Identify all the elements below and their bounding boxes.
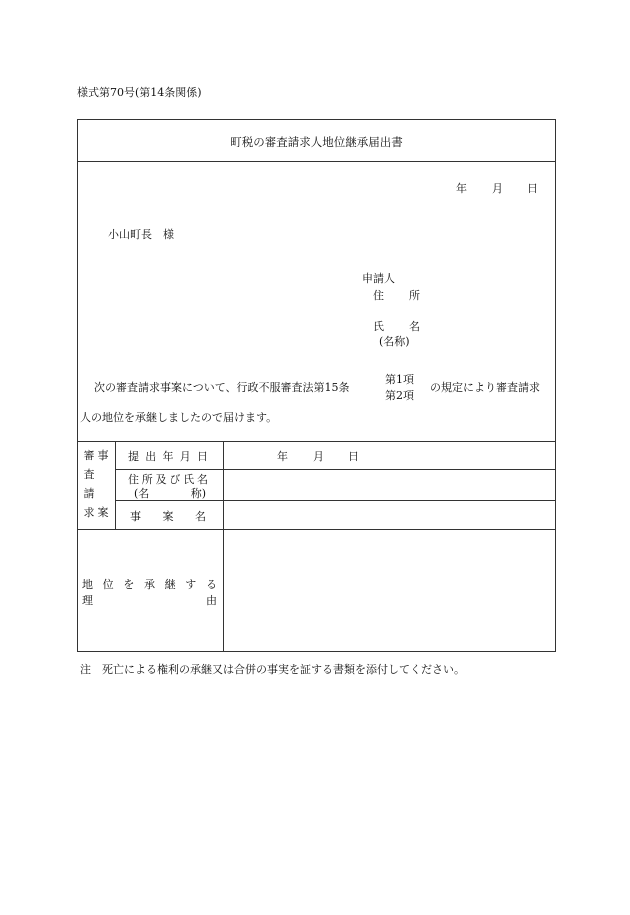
- clause-2-option: 第2項: [385, 389, 414, 402]
- date-day-label: 日: [527, 182, 538, 195]
- reason-label-line-1: 地 位 を 承 継 す る: [82, 578, 217, 591]
- group-label-case: 審 事 査 請 求 案: [83, 449, 109, 519]
- applicant-name-label: 氏 名: [373, 320, 420, 333]
- applicant-address-label: 住 所: [373, 289, 420, 302]
- applicant-label: 申請人: [362, 272, 395, 285]
- footnote: 注 死亡による権利の承継又は合併の事実を証する書類を添付してください。: [80, 663, 465, 676]
- address-name-label: 住 所 及 び 氏 名: [128, 473, 208, 486]
- submission-date-month: 月: [313, 450, 324, 463]
- form-title: 町税の審査請求人地位継承届出書: [230, 135, 403, 149]
- table-top-divider: [77, 441, 556, 442]
- group-column-divider: [115, 441, 116, 529]
- row-divider-3: [77, 529, 556, 530]
- title-divider: [77, 161, 556, 162]
- addressee: 小山町長 様: [108, 228, 174, 241]
- clause-1-option: 第1項: [385, 373, 414, 386]
- case-name-label: 事 案 名: [130, 510, 206, 523]
- body-suffix: の規定により審査請求: [430, 381, 540, 394]
- date-year-label: 年: [456, 182, 467, 195]
- submission-date-label: 提 出 年 月 日: [128, 450, 208, 463]
- reason-label-line-2: 理 由: [82, 594, 217, 607]
- submission-date-year: 年: [277, 450, 288, 463]
- date-month-label: 月: [492, 182, 503, 195]
- applicant-name-note: (名称): [379, 335, 410, 348]
- row-divider-1: [115, 469, 556, 470]
- form-number: 様式第70号(第14条関係): [77, 86, 202, 99]
- label-column-divider: [223, 441, 224, 652]
- body-prefix: 次の審査請求事案について、行政不服審査法第15条: [94, 381, 350, 394]
- submission-date-day: 日: [348, 450, 359, 463]
- body-line-2: 人の地位を承継しましたので届けます。: [80, 411, 278, 424]
- address-name-note: (名 称): [134, 487, 206, 500]
